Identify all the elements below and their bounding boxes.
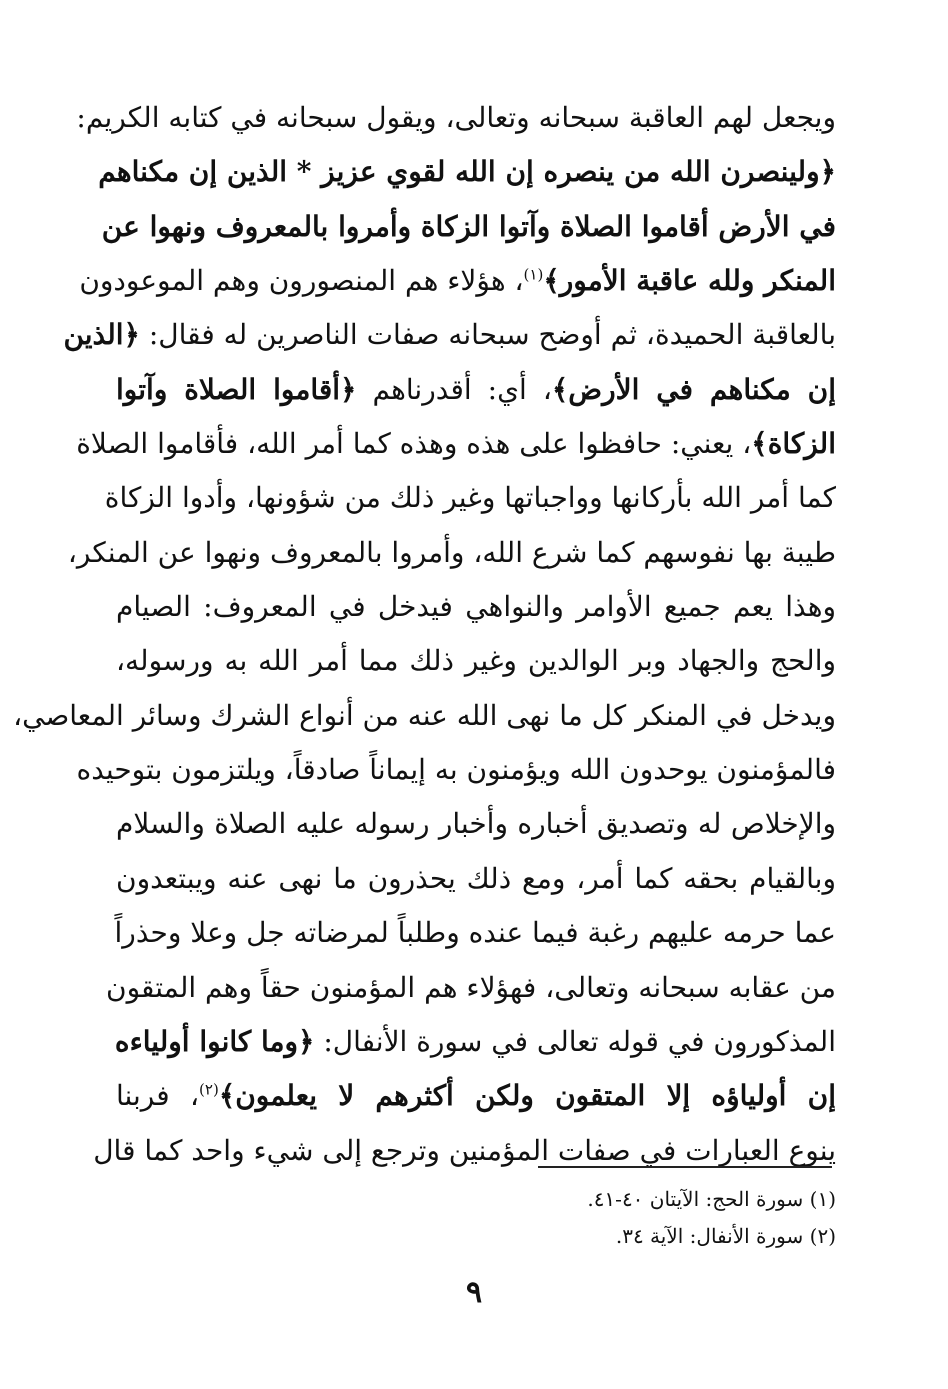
page-number: ٩ xyxy=(465,1275,483,1310)
line-text: ، يعني: حافظوا على هذه وهذه كما أمر الله، فأقاموا الصلاة xyxy=(76,427,752,461)
line-text: ، فربنا xyxy=(116,1079,200,1113)
text-line xyxy=(67,526,836,580)
line-text: ويجعل لهم العاقبة سبحانه وتعالى، ويقول سبحانه في كتابه الكريم: xyxy=(76,101,836,134)
text-line xyxy=(106,961,836,1015)
footnote-1: (١) سورة الحج: الآيتان ٤٠-٤١. xyxy=(587,1187,836,1211)
text-line xyxy=(101,200,836,254)
text-line xyxy=(116,363,836,417)
quran-verse-text: في الأرض أقاموا الصلاة وآتوا الزكاة وأمروا بالمعروف ونهوا عن xyxy=(101,209,836,243)
text-line xyxy=(93,1124,836,1178)
text-line xyxy=(76,417,836,471)
text-line xyxy=(116,906,836,960)
line-text: والإخلاص له وتصديق أخباره وأخبار رسوله عليه الصلاة والسلام xyxy=(116,807,836,841)
footnote-reference: (٢) xyxy=(199,1080,219,1099)
footnote-divider xyxy=(538,1166,832,1168)
quran-verse-text: إن مكناهم في الأرض﴾ xyxy=(551,372,836,406)
text-line xyxy=(13,689,836,743)
line-text: من عقابه سبحانه وتعالى، فهؤلاء هم المؤمنون حقاً وهم المتقون xyxy=(106,970,836,1004)
quran-verse-text: إن أولياؤه إلا المتقون ولكن أكثرهم لا يعلمون﴾ xyxy=(218,1079,837,1113)
quran-verse-text: الزكاة﴾ xyxy=(751,427,836,461)
text-line xyxy=(116,797,836,851)
text-line xyxy=(79,254,836,308)
text-line xyxy=(116,634,836,688)
line-text: ، هؤلاء هم المنصورون وهم الموعودون xyxy=(79,264,524,298)
line-text: ينوع العبارات في صفات المؤمنين وترجع إلى شيء واحد كما قال xyxy=(93,1133,836,1167)
footnote-reference: (١) xyxy=(523,265,544,284)
quran-verse-text: المنكر ولله عاقبة الأمور﴾ xyxy=(543,264,836,298)
text-line xyxy=(76,91,836,145)
footnote-2: (٢) سورة الأنفال: الآية ٣٤. xyxy=(615,1224,836,1248)
text-line xyxy=(104,471,836,525)
quran-verse-text: ﴿وما كانوا أولياءه xyxy=(114,1024,315,1058)
line-text: المذكورون في قوله تعالى في سورة الأنفال: xyxy=(314,1024,836,1058)
line-text: ويدخل في المنكر كل ما نهى الله عنه من أنواع الشرك وسائر المعاصي، xyxy=(13,698,836,732)
quran-verse-text: ﴿أقاموا الصلاة وآتوا xyxy=(116,372,357,406)
line-text: كما أمر الله بأركانها وواجباتها وغير ذلك من شؤونها، وأدوا الزكاة xyxy=(104,481,836,515)
line-text: وهذا يعم جميع الأوامر والنواهي فيدخل في المعروف: الصيام xyxy=(116,590,836,624)
text-line xyxy=(76,743,836,797)
line-text: عما حرمه عليهم رغبة فيما عنده وطلباً لمرضاته جل وعلا وحذراً xyxy=(114,916,836,950)
text-line xyxy=(116,580,836,634)
text-line xyxy=(116,852,836,906)
line-text: ، أي: أقدرناهم xyxy=(356,372,552,406)
footnotes xyxy=(500,1181,836,1255)
quran-verse-text: ﴿ولينصرن الله من ينصره إن الله لقوي عزيز * الذين إن مكناهم xyxy=(98,155,836,189)
line-text: طيبة بها نفوسهم كما شرع الله، وأمروا بالمعروف ونهوا عن المنكر، xyxy=(67,535,836,569)
text-line xyxy=(63,308,836,362)
text-line xyxy=(98,145,836,199)
line-text: فالمؤمنون يوحدون الله ويؤمنون به إيماناً صادقاً، ويلتزمون بتوحيده xyxy=(76,753,836,787)
text-line xyxy=(116,1015,836,1069)
body-text xyxy=(13,91,837,1178)
quran-verse-text: ﴿الذين xyxy=(63,318,140,352)
line-text: وبالقيام بحقه كما أمر، ومع ذلك يحذرون ما نهى عنه ويبتعدون xyxy=(116,861,836,895)
line-text: بالعاقبة الحميدة، ثم أوضح سبحانه صفات الناصرين له فقال: xyxy=(139,318,836,352)
line-text: والحج والجهاد وبر الوالدين وغير ذلك مما أمر الله به ورسوله، xyxy=(116,644,836,678)
text-line xyxy=(116,1069,836,1123)
